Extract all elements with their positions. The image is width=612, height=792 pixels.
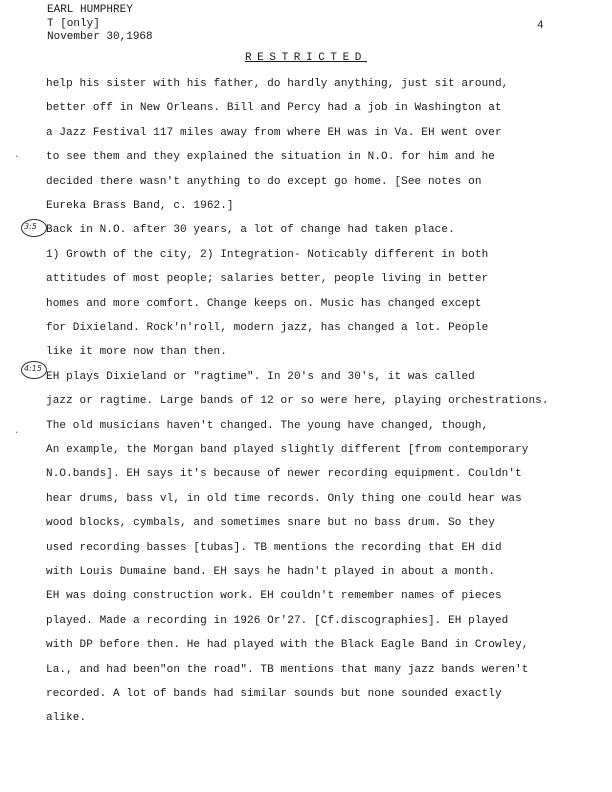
header-block bbox=[47, 4, 153, 45]
transcript-line: EH plays Dixieland or "ragtime". In 20's and 30's, it was called bbox=[46, 370, 475, 383]
transcript-line: used recording basses [tubas]. TB mentions the recording that EH did bbox=[46, 541, 502, 554]
transcript-line: alike. bbox=[46, 712, 87, 725]
interview-date: November 30,1968 bbox=[47, 31, 153, 43]
transcript-line: recorded. A lot of bands had similar sounds but none sounded exactly bbox=[46, 688, 502, 700]
transcript-line: with Louis Dumaine band. EH says he hadn't played in about a month. bbox=[46, 566, 495, 578]
margin-note-text: 3:5 bbox=[24, 222, 37, 231]
interviewee-name: EARL HUMPHREY bbox=[47, 4, 133, 16]
margin-note-text: 4:15 bbox=[24, 364, 42, 373]
transcript-line: better off in New Orleans. Bill and Percy had a job in Washington at bbox=[46, 102, 502, 115]
transcript-line: EH was doing construction work. EH couldn't remember names of pieces bbox=[46, 590, 502, 603]
margin-tick-mark: · bbox=[14, 428, 20, 438]
transcript-line: jazz or ragtime. Large bands of 12 or so were here, playing orchestrations. bbox=[46, 395, 549, 408]
page-number: 4 bbox=[537, 20, 544, 32]
margin-note-timestamp bbox=[24, 364, 42, 373]
transcript-line: N.O.bands]. EH says it's because of newer recording equipment. Couldn't bbox=[46, 468, 522, 481]
transcript-line: An example, the Morgan band played slightly different [from contemporary bbox=[46, 444, 529, 456]
transcript-line: Eureka Brass Band, c. 1962.] bbox=[46, 200, 234, 212]
transcript-line: played. Made a recording in 1926 Or'27. [Cf.discographies]. EH played bbox=[46, 614, 509, 627]
margin-tick-mark: · bbox=[14, 152, 20, 162]
transcript-line: 1) Growth of the city, 2) Integration- Noticably different in both bbox=[46, 248, 489, 261]
transcript-line: Back in N.O. after 30 years, a lot of change had taken place. bbox=[46, 224, 455, 237]
tape-label: T [only] bbox=[47, 17, 100, 30]
restricted-heading: RESTRICTED bbox=[244, 52, 367, 64]
margin-circle-icon bbox=[21, 361, 47, 379]
transcript-line: a Jazz Festival 117 miles away from where EH was in Va. EH went over bbox=[46, 126, 502, 139]
transcript-line: wood blocks, cymbals, and sometimes snare but no bass drum. So they bbox=[46, 517, 495, 530]
transcript-line: to see them and they explained the situation in N.O. for him and he bbox=[46, 151, 495, 164]
transcript-line: La., and had been"on the road". TB mentions that many jazz bands weren't bbox=[46, 663, 529, 676]
margin-note-timestamp bbox=[24, 222, 37, 231]
transcript-line: with DP before then. He had played with the Black Eagle Band in Crowley, bbox=[46, 639, 529, 652]
transcript-line: decided there wasn't anything to do except go home. [See notes on bbox=[46, 175, 482, 188]
transcript-line: The old musicians haven't changed. The young have changed, though, bbox=[46, 419, 489, 432]
margin-circle-icon bbox=[21, 219, 47, 237]
transcript-line: like it more now than then. bbox=[46, 346, 227, 359]
transcript-line: hear drums, bass vl, in old time records. Only thing one could hear was bbox=[46, 492, 522, 505]
transcript-line: help his sister with his father, do hardly anything, just sit around, bbox=[46, 78, 509, 90]
transcript-line: for Dixieland. Rock'n'roll, modern jazz, has changed a lot. People bbox=[46, 322, 489, 334]
transcript-line: homes and more comfort. Change keeps on. Music has changed except bbox=[46, 297, 482, 310]
transcript-line: attitudes of most people; salaries better, people living in better bbox=[46, 273, 489, 286]
